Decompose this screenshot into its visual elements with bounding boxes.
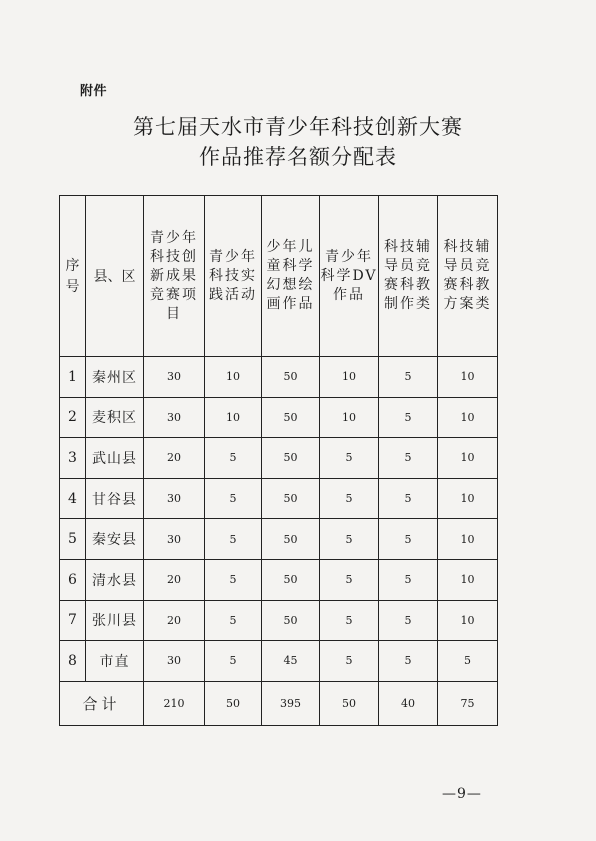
table-row bbox=[60, 519, 498, 560]
header-category-2 bbox=[205, 196, 262, 357]
title-line-2: 作品推荐名额分配表 bbox=[199, 145, 397, 169]
table-row bbox=[60, 641, 498, 682]
row-district: 麦积区 bbox=[86, 397, 144, 438]
row-value: 30 bbox=[144, 519, 205, 560]
header-index-label: 序号 bbox=[65, 258, 80, 295]
row-value: 5 bbox=[379, 559, 438, 600]
row-value: 5 bbox=[379, 397, 438, 438]
row-value: 5 bbox=[205, 559, 262, 600]
row-value: 50 bbox=[262, 519, 320, 560]
header-category-6 bbox=[438, 196, 498, 357]
row-value: 5 bbox=[320, 641, 379, 682]
header-category-label: 科技辅导员竞赛科教制作类 bbox=[384, 239, 432, 312]
quota-table bbox=[59, 195, 498, 726]
row-value: 5 bbox=[320, 519, 379, 560]
total-value: 210 bbox=[144, 681, 205, 725]
row-value: 5 bbox=[205, 438, 262, 479]
row-value: 45 bbox=[262, 641, 320, 682]
row-index: 5 bbox=[60, 519, 86, 560]
row-value: 5 bbox=[320, 478, 379, 519]
row-value: 30 bbox=[144, 478, 205, 519]
row-value: 10 bbox=[320, 397, 379, 438]
row-value: 5 bbox=[320, 600, 379, 641]
row-index: 3 bbox=[60, 438, 86, 479]
row-district: 张川县 bbox=[86, 600, 144, 641]
row-value: 10 bbox=[205, 357, 262, 398]
row-value: 10 bbox=[438, 438, 498, 479]
row-value: 50 bbox=[262, 478, 320, 519]
page-number: —9— bbox=[442, 786, 482, 802]
table-row bbox=[60, 600, 498, 641]
row-value: 5 bbox=[379, 438, 438, 479]
header-row bbox=[60, 196, 498, 357]
attachment-label: 附件 bbox=[80, 84, 108, 99]
total-value: 40 bbox=[379, 681, 438, 725]
row-index: 2 bbox=[60, 397, 86, 438]
row-value: 20 bbox=[144, 559, 205, 600]
row-index: 1 bbox=[60, 357, 86, 398]
row-value: 5 bbox=[438, 641, 498, 682]
total-value: 50 bbox=[320, 681, 379, 725]
header-category-5 bbox=[379, 196, 438, 357]
row-value: 20 bbox=[144, 438, 205, 479]
row-value: 20 bbox=[144, 600, 205, 641]
table-row bbox=[60, 357, 498, 398]
total-value: 50 bbox=[205, 681, 262, 725]
row-value: 50 bbox=[262, 357, 320, 398]
row-value: 5 bbox=[320, 559, 379, 600]
header-category-4 bbox=[320, 196, 379, 357]
row-value: 50 bbox=[262, 559, 320, 600]
row-value: 5 bbox=[379, 478, 438, 519]
row-value: 10 bbox=[438, 559, 498, 600]
row-district: 武山县 bbox=[86, 438, 144, 479]
header-category-label: 青少年科技实践活动 bbox=[209, 248, 257, 303]
row-value: 50 bbox=[262, 438, 320, 479]
row-value: 10 bbox=[438, 357, 498, 398]
header-district: 县、区 bbox=[86, 196, 144, 357]
row-value: 5 bbox=[320, 438, 379, 479]
row-value: 50 bbox=[262, 600, 320, 641]
header-index bbox=[60, 196, 86, 357]
total-value: 75 bbox=[438, 681, 498, 725]
row-value: 30 bbox=[144, 641, 205, 682]
row-district: 秦安县 bbox=[86, 519, 144, 560]
header-category-label: 青少年科学DV作品 bbox=[320, 248, 378, 303]
table-row bbox=[60, 478, 498, 519]
row-value: 5 bbox=[379, 519, 438, 560]
header-category-1 bbox=[144, 196, 205, 357]
total-row bbox=[60, 681, 498, 725]
header-category-label: 科技辅导员竞赛科教方案类 bbox=[443, 239, 492, 312]
header-category-3 bbox=[262, 196, 320, 357]
table-row bbox=[60, 559, 498, 600]
header-category-label: 少年儿童科学幻想绘画作品 bbox=[266, 239, 315, 312]
row-value: 5 bbox=[205, 519, 262, 560]
table-row bbox=[60, 397, 498, 438]
row-district: 甘谷县 bbox=[86, 478, 144, 519]
row-value: 5 bbox=[205, 478, 262, 519]
table-row bbox=[60, 438, 498, 479]
row-index: 4 bbox=[60, 478, 86, 519]
row-value: 5 bbox=[379, 641, 438, 682]
row-value: 5 bbox=[379, 600, 438, 641]
row-index: 8 bbox=[60, 641, 86, 682]
title-line-1: 第七届天水市青少年科技创新大赛 bbox=[133, 115, 463, 139]
row-value: 10 bbox=[438, 600, 498, 641]
row-value: 10 bbox=[438, 519, 498, 560]
row-value: 10 bbox=[320, 357, 379, 398]
row-value: 10 bbox=[438, 478, 498, 519]
row-value: 5 bbox=[379, 357, 438, 398]
header-category-label: 青少年科技创新成果竞赛项目 bbox=[150, 229, 198, 322]
row-value: 30 bbox=[144, 397, 205, 438]
total-label: 合计 bbox=[60, 681, 144, 725]
row-value: 10 bbox=[438, 397, 498, 438]
row-district: 秦州区 bbox=[86, 357, 144, 398]
table-body bbox=[60, 357, 498, 726]
row-district: 市直 bbox=[86, 641, 144, 682]
row-value: 30 bbox=[144, 357, 205, 398]
row-value: 50 bbox=[262, 397, 320, 438]
total-value: 395 bbox=[262, 681, 320, 725]
row-district: 清水县 bbox=[86, 559, 144, 600]
row-value: 5 bbox=[205, 600, 262, 641]
row-index: 7 bbox=[60, 600, 86, 641]
row-value: 10 bbox=[205, 397, 262, 438]
row-value: 5 bbox=[205, 641, 262, 682]
row-index: 6 bbox=[60, 559, 86, 600]
